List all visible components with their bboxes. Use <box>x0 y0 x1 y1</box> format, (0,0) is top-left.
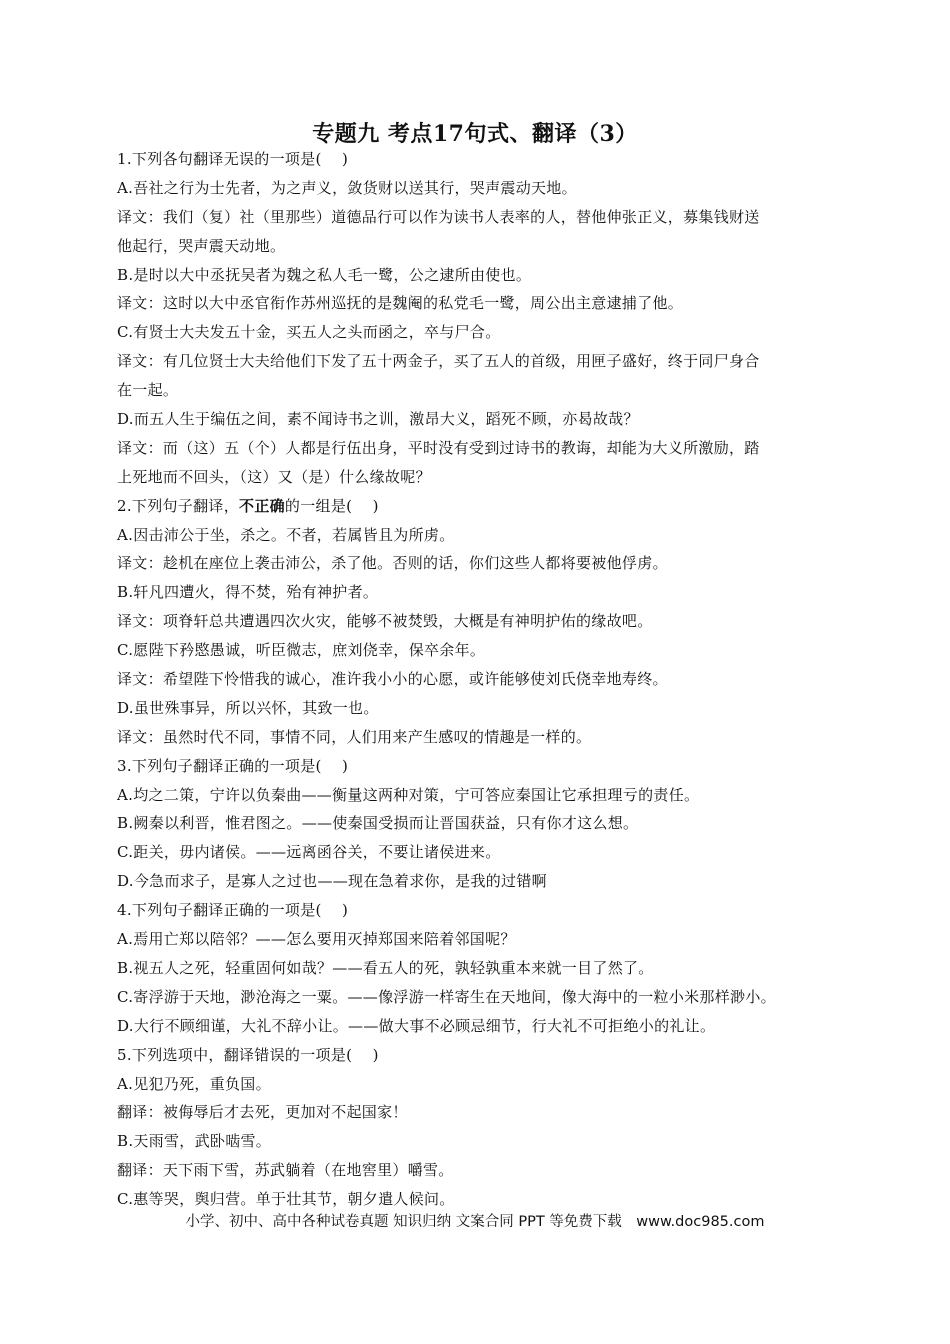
q4-option-a: A.焉用亡郑以陪邻？——怎么要用灭掉郑国来陪着邻国呢？ <box>117 930 516 949</box>
q5-option-b: B.天雨雪，武卧啮雪。 <box>117 1132 272 1151</box>
q1-option-d-translation-cont: 上死地而不回头，（这）又（是）什么缘故呢？ <box>117 467 431 486</box>
q2-option-b: B.轩凡四遭火，得不焚，殆有神护者。 <box>117 583 379 602</box>
question-4-stem: 4.下列句子翻译正确的一项是( ) <box>117 901 349 920</box>
q1-option-b-translation: 译文：这时以大中丞官衔作苏州巡抚的是魏阉的私党毛一鹭，周公出主意逮捕了他。 <box>117 294 684 313</box>
page-title: 专题九 考点17句式、翻译（3） <box>312 121 638 147</box>
question-5-stem: 5.下列选项中，翻译错误的一项是( ) <box>117 1045 379 1064</box>
q4-option-c: C.寄浮游于天地，渺沧海之一粟。——像浮游一样寄生在天地间，像大海中的一粒小米那样渺小。 <box>117 987 776 1006</box>
q1-option-a-translation-cont: 他起行，哭声震天动地。 <box>117 236 286 255</box>
q2-option-a-translation: 译文：趁机在座位上袭击沛公，杀了他。否则的话，你们这些人都将要被他俘虏。 <box>117 554 668 573</box>
q2-option-b-translation: 译文：项脊轩总共遭遇四次火灾，能够不被焚毁，大概是有神明护佑的缘故吧。 <box>117 612 653 631</box>
q2-option-a: A.因击沛公于坐，杀之。不者，若属皆且为所虏。 <box>117 525 455 544</box>
q1-option-a-translation: 译文：我们（复）社（里那些）道德品行可以作为读书人表率的人，替他伸张正义，募集钱财送 <box>117 207 760 226</box>
q2-option-d: D.虽世殊事异，所以兴怀，其致一也。 <box>117 698 379 717</box>
q1-option-a: A.吾社之行为士先者，为之声义，敛货财以送其行，哭声震动天地。 <box>117 178 577 197</box>
question-1-stem: 1.下列各句翻译无误的一项是( ) <box>117 150 349 168</box>
q2-stem-emphasis: 不正确 <box>239 496 285 515</box>
document-body <box>117 145 837 1214</box>
q5-option-b-translation: 翻译：天下雨下雪，苏武躺着（在地窖里）嚼雪。 <box>117 1161 454 1180</box>
q3-option-d: D.今急而求子，是寡人之过也——现在急着求你，是我的过错啊 <box>117 872 547 891</box>
q4-option-d: D.大行不顾细谨，大礼不辞小让。——做大事不必顾忌细节，行大礼不可拒绝小的礼让。 <box>117 1016 716 1035</box>
page-footer: 小学、初中、高中各种试卷真题 知识归纳 文案合同 PPT 等免费下载 www.doc985.com <box>185 1214 765 1230</box>
q4-option-b: B.视五人之死，轻重固何如哉？——看五人的死，孰轻孰重本来就一目了然了。 <box>117 958 654 977</box>
q1-option-d: D.而五人生于编伍之间，素不闻诗书之训，激昂大义，蹈死不顾，亦曷故哉？ <box>117 410 639 429</box>
question-3-stem: 3.下列句子翻译正确的一项是( ) <box>117 756 349 775</box>
q1-option-b: B.是时以大中丞抚吴者为魏之私人毛一鹭，公之逮所由使也。 <box>117 265 532 284</box>
q2-option-c: C.愿陛下矜愍愚诚，听臣微志，庶刘侥幸，保卒余年。 <box>117 641 486 660</box>
q2-option-d-translation: 译文：虽然时代不同，事情不同，人们用来产生感叹的情趣是一样的。 <box>117 727 592 746</box>
q1-option-d-translation: 译文：而（这）五（个）人都是行伍出身，平时没有受到过诗书的教诲，却能为大义所激励，踏 <box>117 438 760 457</box>
q3-option-c: C.距关，毋内诸侯。——远离函谷关，不要让诸侯进来。 <box>117 843 501 862</box>
q2-stem-prefix: 2.下列句子翻译， <box>117 496 240 515</box>
q5-option-c: C.惠等哭，舆归营。单于壮其节，朝夕遣人候问。 <box>117 1190 455 1209</box>
q3-option-b: B.阙秦以利晋，惟君图之。——使秦国受损而让晋国获益，只有你才这么想。 <box>117 814 639 833</box>
question-2-stem <box>117 492 837 521</box>
q1-option-c-translation-cont: 在一起。 <box>117 381 179 400</box>
q5-option-a-translation: 翻译：被侮辱后才去死，更加对不起国家！ <box>117 1103 408 1122</box>
q2-option-c-translation: 译文：希望陛下怜惜我的诚心，准许我小小的心愿，或许能够使刘氏侥幸地寿终。 <box>117 670 668 689</box>
q3-option-a: A.均之二策，宁许以负秦曲——衡量这两种对策，宁可答应秦国让它承担理亏的责任。 <box>117 785 700 804</box>
q1-option-c: C.有贤士大夫发五十金，买五人之头而函之，卒与尸合。 <box>117 323 501 342</box>
q5-option-a: A.见犯乃死，重负国。 <box>117 1074 271 1093</box>
q2-stem-suffix: 的一组是( ) <box>284 496 379 515</box>
q1-option-c-translation: 译文：有几位贤士大夫给他们下发了五十两金子，买了五人的首级，用匣子盛好，终于同尸身合 <box>117 352 760 371</box>
